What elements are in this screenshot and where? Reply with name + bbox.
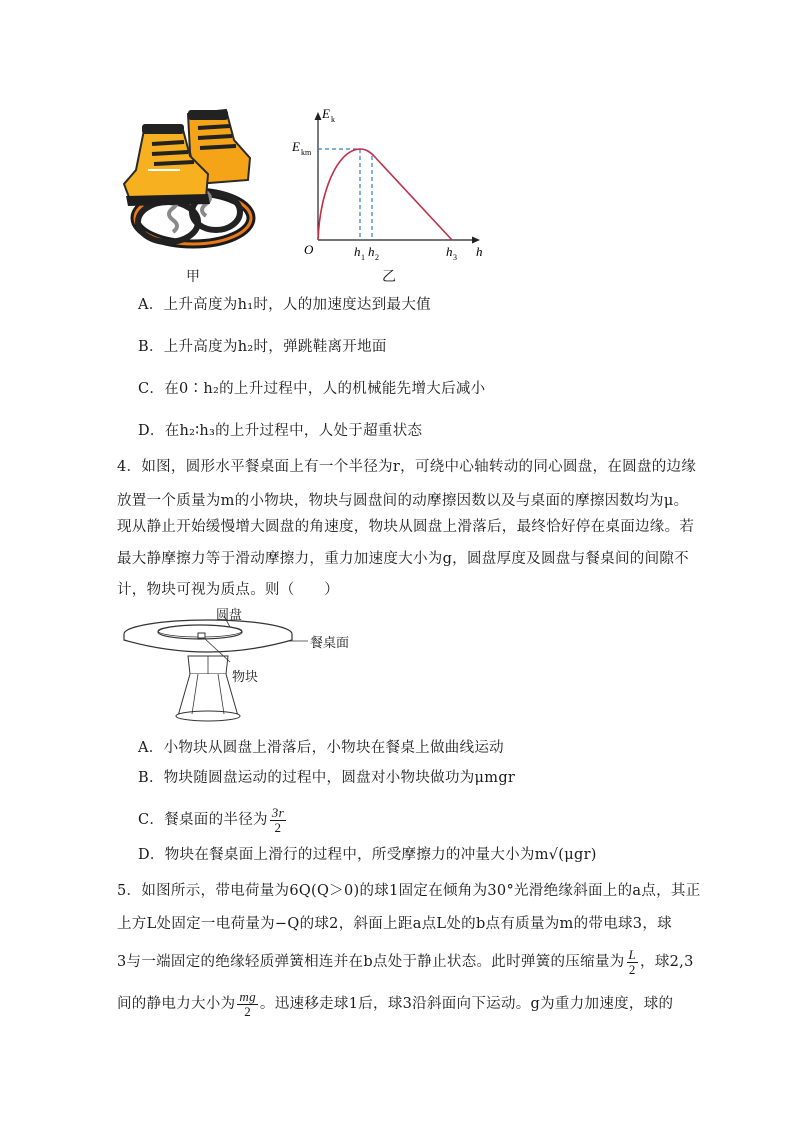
q5-stem-line3-text: 3与一端固定的绝缘轻质弹簧相连并在b点处于静止状态。此时弹簧的压缩量为: [117, 954, 625, 970]
q5-stem-line3-tail: ，球2,3: [640, 954, 694, 970]
q3-option-c: C．在0∶h₂的上升过程中，人的机械能先增大后减小: [138, 381, 486, 397]
q5-stem-line1: 5．如图所示，带电荷量为6Q(Q＞0)的球1固定在倾角为30°光滑绝缘斜面上的a点，其正: [117, 883, 701, 899]
q4-option-d: D．物块在餐桌面上滑行的过程中，所受摩擦力的冲量大小为m√(μgr): [138, 847, 597, 863]
q4-option-b: B．物块随圆盘运动的过程中，圆盘对小物块做功为μmgr: [138, 770, 516, 786]
h3-label: h: [446, 244, 453, 259]
q5-force-fraction: $\frac{mg}{2}$: [239, 988, 256, 1019]
q3-option-b: B．上升高度为h₂时，弹跳鞋离开地面: [138, 339, 387, 355]
label-block: 物块: [232, 670, 259, 685]
q4-stem-line5: 计，物块可视为质点。则（ ）: [117, 582, 339, 598]
origin-label: O: [304, 242, 314, 257]
q4-option-c-text: C．餐桌面的半径为: [138, 812, 268, 828]
q4-option-c: [138, 804, 288, 836]
label-table-surface: 餐桌面: [310, 636, 350, 651]
q5-stem-line4-text: 间的静电力大小为: [117, 996, 236, 1012]
label-disc: 圆盘: [216, 608, 243, 623]
q4-stem-line3: 现从静止开始缓慢增大圆盘的角速度，物块从圆盘上滑落后，最终恰好停在桌面边缘。若: [117, 519, 695, 535]
q4-option-a: A．小物块从圆盘上滑落后，小物块在餐桌上做曲线运动: [138, 740, 504, 756]
h3-sub: 3: [453, 253, 457, 262]
q5-stem-line3: [117, 946, 694, 978]
q5-stem-line4-tail: 。迅速移走球1后，球3沿斜面向下运动。g为重力加速度，球的: [259, 996, 674, 1012]
h2-label: h: [368, 244, 375, 259]
axis-y-label: E: [322, 106, 330, 121]
q5-stem-line4: [117, 988, 673, 1020]
h1-label: h: [354, 244, 361, 259]
q5-stem-line2: 上方L处固定一电荷量为−Q的球2，斜面上距a点L处的b点有质量为m的带电球3，球: [117, 916, 672, 932]
q4-stem-line2: 放置一个质量为m的小物块，物块与圆盘间的动摩擦因数以及与桌面的摩擦因数均为μ。: [117, 493, 689, 509]
q3-option-a: A．上升高度为h₁时，人的加速度达到最大值: [138, 297, 431, 313]
q4-option-c-fraction: $\frac{3r}{2}$: [271, 804, 284, 835]
caption-yi: 乙: [382, 269, 396, 285]
ekm-sub: km: [301, 148, 312, 157]
ekm-label: E: [292, 139, 300, 154]
ek-h-graph: [286, 104, 496, 264]
q4-stem-line1: 4．如图，圆形水平餐桌面上有一个半径为r，可绕中心轴转动的同心圆盘，在圆盘的边缘: [117, 459, 697, 475]
caption-jia: 甲: [186, 269, 200, 285]
h2-sub: 2: [375, 253, 379, 262]
axis-x-label: h: [476, 244, 483, 259]
q4-stem-line4: 最大静摩擦力等于滑动摩擦力，重力加速度大小为g，圆盘厚度及圆盘与餐桌间的间隙不: [117, 551, 689, 567]
jump-shoe-image: [118, 100, 268, 258]
q3-option-d: D．在h₂∶h₃的上升过程中，人处于超重状态: [138, 423, 423, 439]
h1-sub: 1: [361, 253, 365, 262]
q5-compression-fraction: $\frac{L}{2}$: [628, 946, 637, 977]
axis-y-sub: k: [331, 115, 335, 124]
